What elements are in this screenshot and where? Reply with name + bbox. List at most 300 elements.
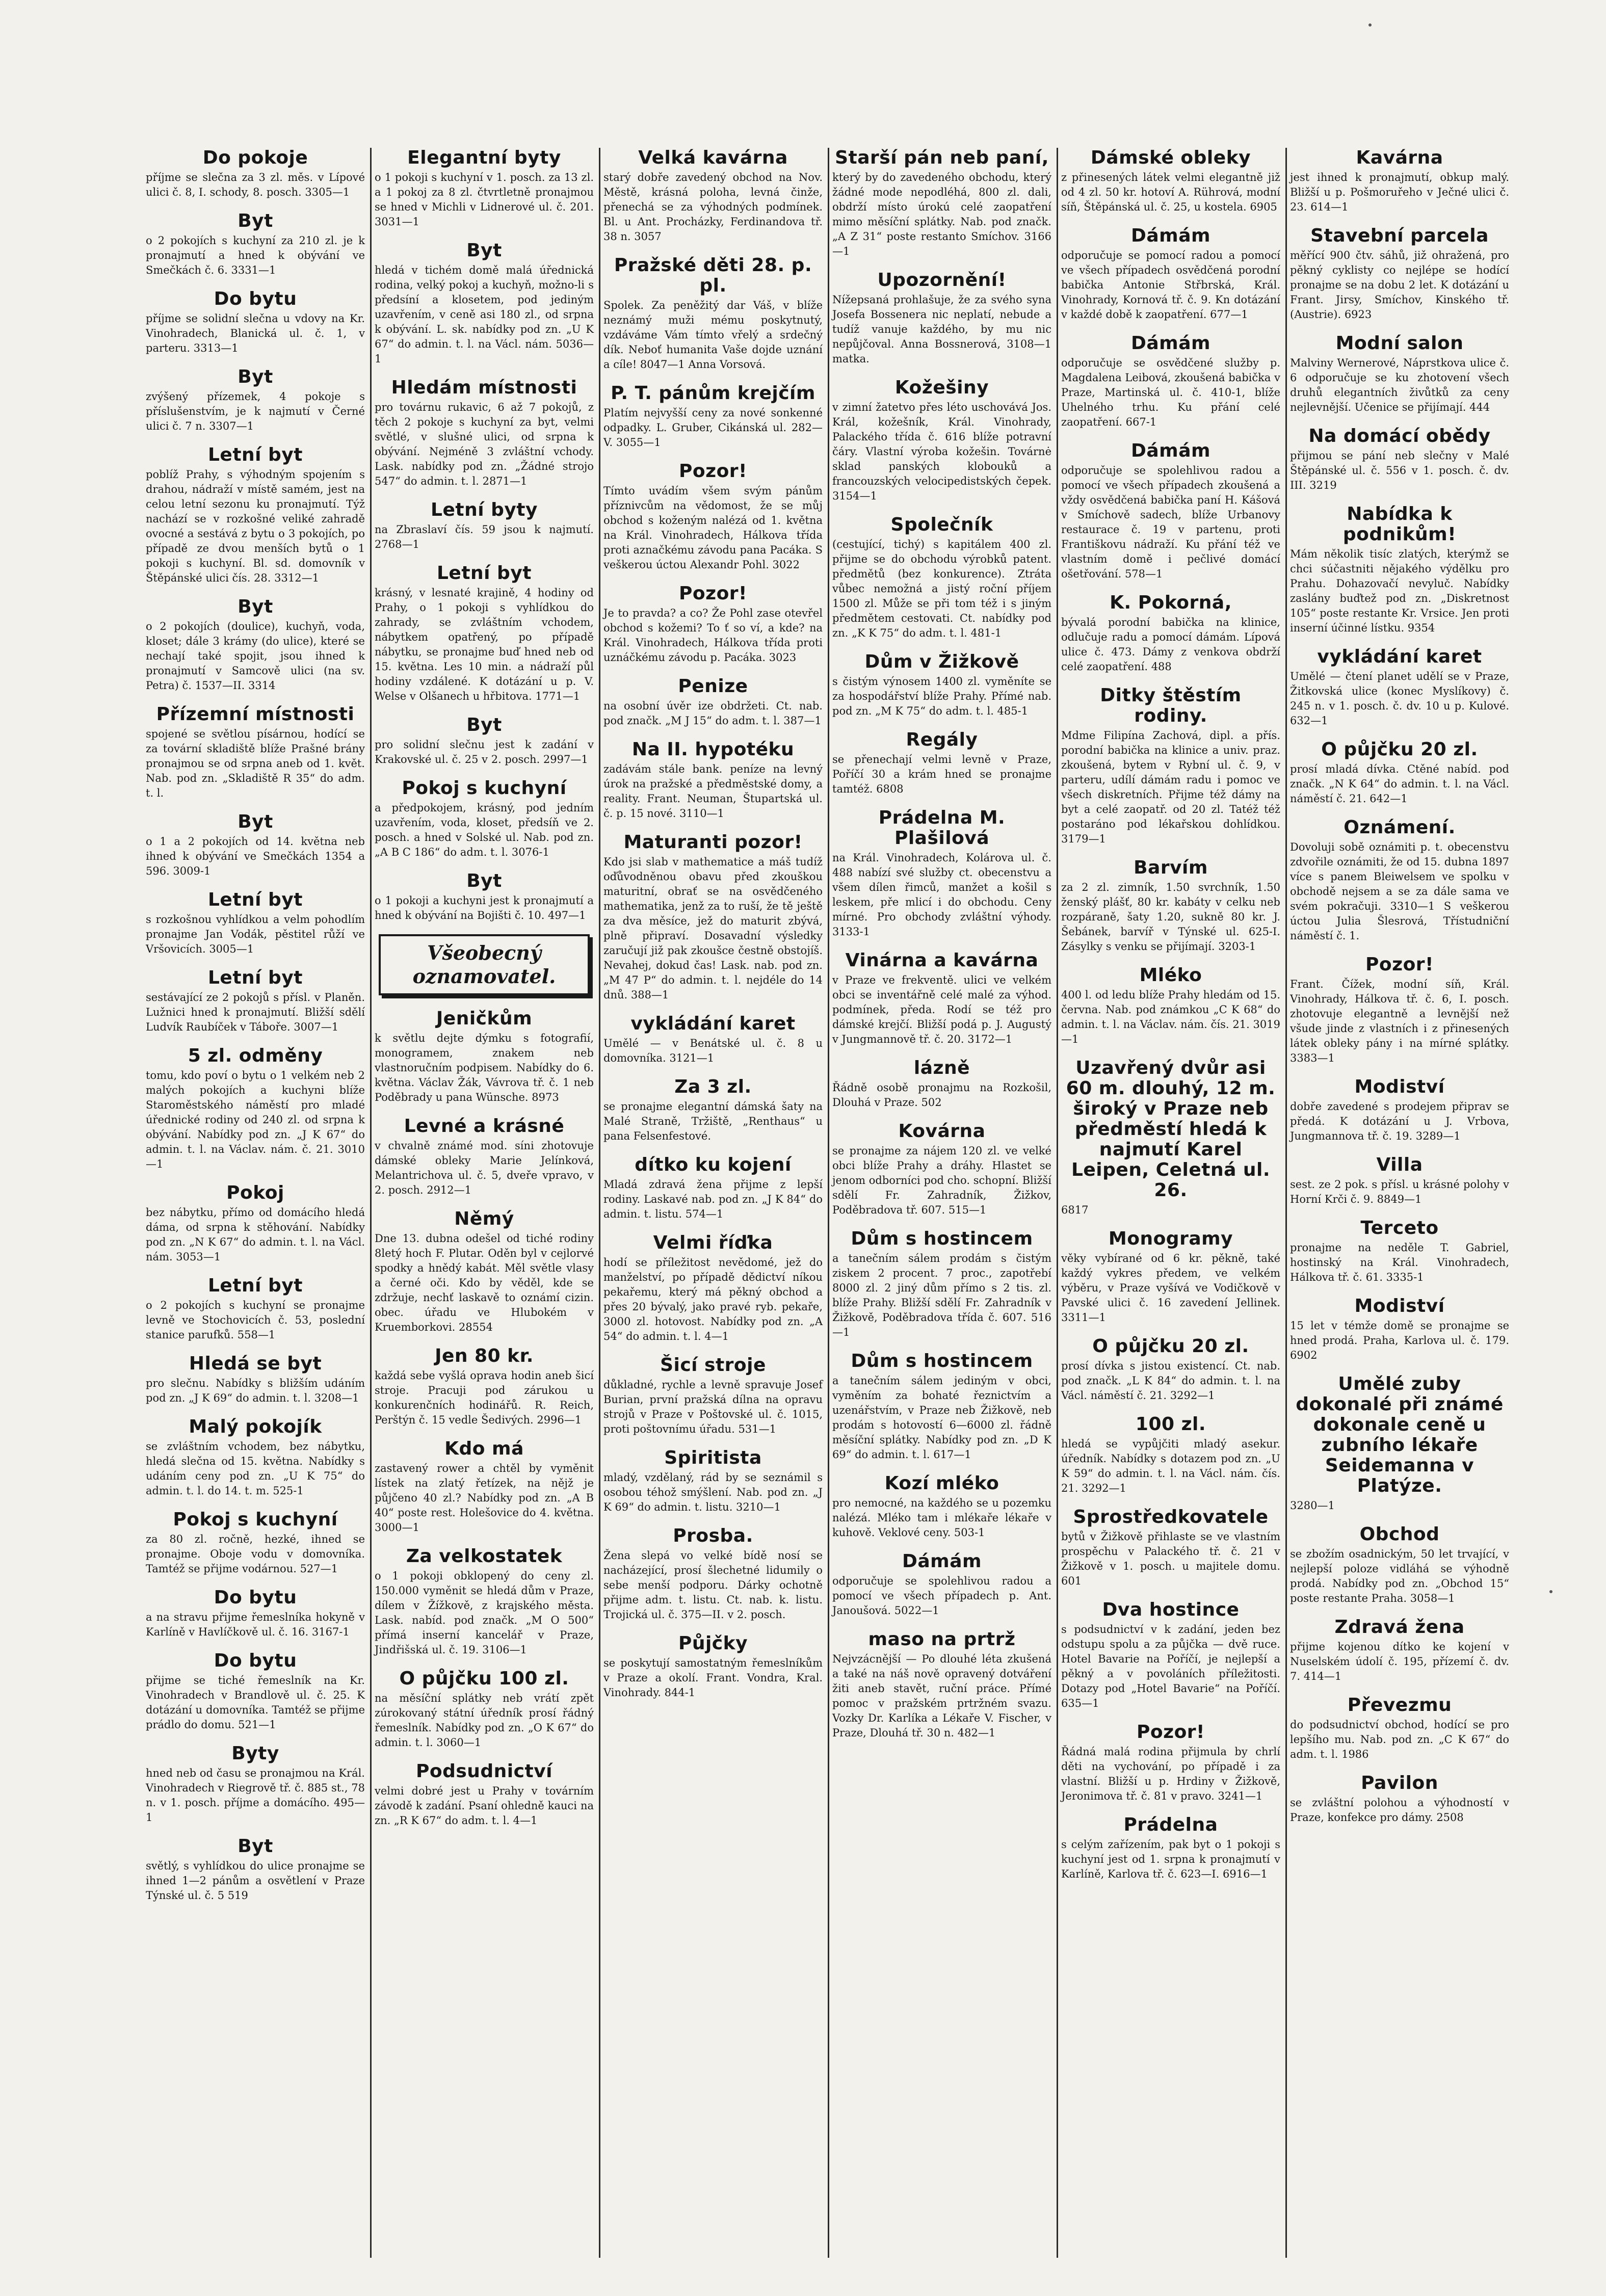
ad-title: Penize — [678, 676, 748, 697]
classified-ad — [1290, 817, 1509, 943]
ad-title: 5 zl. odměny — [188, 1045, 323, 1066]
ad-title: O půjčku 20 zl. — [1321, 739, 1478, 760]
ad-text: za 2 zl. zimník, 1.50 svrchník, 1.50 ženský plášť, 80 kr. kabáty v celku neb rozpáraně, šaty 1.20, sukně 80 kr. J. Šebánek, barvíř v Týnské ul. 625-I. Zásylky s venku se přijímají. 3203-1 — [1061, 881, 1280, 953]
ad-text: s podsudnictví v k zadání, jeden bez odstupu spolu a za půjčka — dvě ruce. Hotel Bavarie na Poříčí, je nejlepší a pěkný a v povoláních příležitosti. Dotazy pod „Hotel Bavarie“ na Poříčí. 635—1 — [1061, 1623, 1280, 1709]
ad-title: Pokoj s kuchyní — [173, 1509, 338, 1530]
ad-title: Prádelna M. Plašilová — [878, 807, 1006, 849]
classified-ad — [146, 1276, 365, 1342]
classified-ad — [832, 270, 1051, 366]
ad-text: Spolek. Za peněžitý dar Váš, v blíže neznámý muži mému poskytnutý, vzdáváme Vám tímto vřelý a srdečný dík. Neboť humanita Vaše dojde uznání a cíle! 8047—1 Anna Vorsová. — [603, 299, 823, 371]
classified-ad — [1290, 955, 1509, 1066]
ad-text: se zbožím osadnickým, 50 let trvající, v nejlepší poloze vidláhá se výhodně prodá. Nabídky pod zn. „Obchod 15“ poste restante Praha. 3058—1 — [1290, 1548, 1509, 1604]
classified-ad — [146, 968, 365, 1035]
ad-title: vykládání karet — [630, 1013, 796, 1034]
ad-text: o 2 pokojích s kuchyní se pronajme levně ve Stochovicích č. 53, poslední stanice parufků. 558—1 — [146, 1299, 365, 1341]
ad-text: měřící 900 čtv. sáhů, již ohražená, pro pěkný cyklisty co nejlépe se hodící pronajme se na dobu 2 let. K dotázání u Frant. Jirsy, Smíchov, Kinského tř. (Austrie). 6923 — [1290, 249, 1509, 321]
ad-text: Řádně osobě pronajmu na Rozkošil, Dlouhá v Praze. 502 — [832, 1081, 1051, 1109]
ad-title: Oznámení. — [1344, 817, 1456, 838]
ad-title: Mléko — [1139, 965, 1202, 986]
ad-text: spojené se světlou písárnou, hodící se za tovární skladiště blíže Prašné brány pronajmou se od srpna aneb od 1. květ. Nab. pod zn. „Skladiště R 35“ do adm. t. l. — [146, 728, 365, 799]
classified-ad — [375, 1116, 594, 1198]
print-speck — [1368, 23, 1372, 27]
column-1 — [143, 148, 368, 2258]
ad-title: Dámám — [1131, 333, 1210, 354]
ad-text: pro nemocné, na každého se u pozemku nalézá. Mléko tam i mlékaře lékaře v kuhově. Veklové ceny. 503-1 — [832, 1497, 1051, 1539]
ad-title: Do bytu — [214, 288, 297, 309]
classified-ad — [603, 1014, 823, 1066]
ad-text: a předpokojem, krásný, pod jedním uzavřením, voda, kloset, předsíň ve 2. posch. a hned v Solské ul. Nab. pod zn. „A B C 186“ do adm. t. l. 3076-1 — [375, 802, 594, 858]
ad-text: pro slečnu. Nabídky s bližším udáním pod zn. „J K 69“ do admin. t. l. 3208—1 — [146, 1377, 365, 1404]
ad-title: Byt — [466, 715, 502, 735]
classified-ad — [1290, 1524, 1509, 1606]
ad-text: Platím nejvyšší ceny za nové sonkenné odpadky. L. Gruber, Cikánská ul. 282—V. 3055—1 — [603, 407, 823, 448]
ad-title: O půjčku 20 zl. — [1092, 1336, 1249, 1357]
ad-text: na Král. Vinohradech, Kolárova ul. č. 488 nabízí své služby ct. obecenstvu a všem dílen řimců, manžet a košil s leskem, pře mlicí i do obchodu. Ceny mírné. Pro obchody zvláštní výhody. 3133-1 — [832, 852, 1051, 938]
ad-title: Modiství — [1354, 1076, 1445, 1097]
ad-text: 6817 — [1061, 1204, 1089, 1216]
ad-text: zastavený rower a chtěl by vyměnit lístek na zlatý řetízek, na nějž je půjčeno 40 zl.? Nabídky pod zn. „A B 40“ poste rest. Holešovice do 4. května. 3000—1 — [375, 1462, 594, 1534]
ad-title: Hledá se byt — [189, 1353, 322, 1374]
classified-ad — [146, 1417, 365, 1498]
ad-title: Terceto — [1360, 1218, 1439, 1238]
ad-title: Vinárna a kavárna — [845, 950, 1039, 971]
classified-ad — [1290, 740, 1509, 806]
classified-ad — [1061, 1815, 1280, 1882]
ad-text: o 1 pokoji s kuchyní v 1. posch. za 13 zl. a 1 pokoj za 8 zl. čtvrtletně pronajmou se hned v Michli v Lidnerové ul. č. 201. 3031—1 — [375, 171, 594, 228]
ad-text: o 1 pokoji a kuchyni jest k pronajmutí a hned k obývání na Bojišti č. 10. 497—1 — [375, 894, 594, 921]
ad-text: každá sebe vyšlá oprava hodin aneb šicí stroje. Pracuji pod zárukou u konkurenčních hodinářů. R. Reich, Perštýn č. 15 vedle Šedivých. 2996—1 — [375, 1369, 594, 1426]
ad-text: se pronajme za nájem 120 zl. ve velké obci blíže Prahy a dráhy. Hlastet se jenom odborníci pod cho. schopní. Bližší sdělí Fr. Zahradník, Žižkov, Poděbradova tř. 607. 515—1 — [832, 1145, 1051, 1216]
ad-text: Umělé — v Benátské ul. č. 8 u domovníka. 3121—1 — [603, 1037, 823, 1064]
ad-text: se přenechají velmi levně v Praze, Poříčí 30 a krám hned se pronajme tamtéž. 6808 — [832, 753, 1051, 795]
classified-ad — [603, 1233, 823, 1344]
ad-text: s celým zařízením, pak byt o 1 pokoji s kuchyní jest od 1. srpna k pronajmutí v Karlíně, Karlova tř. č. 623—I. 6916—1 — [1061, 1838, 1280, 1880]
classified-ad — [375, 241, 594, 366]
ad-title: Půjčky — [678, 1633, 748, 1654]
ad-title: Byt — [238, 366, 273, 387]
ad-text: 400 l. od ledu blíže Prahy hledám od 15. června. Nab. pod známkou „C K 68“ do admin. t. l. na Václav. nám. čís. 21. 3019—1 — [1061, 989, 1280, 1045]
ad-text: odporučuje se spolehlivou radou a pomocí ve všech případech zkoušená a vždy osvědčená babička paní H. Kášová v Smíchově sadech, blíže Urbanovy restaurace č. 19 v partenu, proti Františkovu nádraží. Ku přání též ve vlastním domě i pečlivé domácí ošetřování. 578—1 — [1061, 464, 1280, 580]
classified-ad — [832, 1551, 1051, 1618]
ad-text: jest ihned k pronajmutí, obkup malý. Bližší u p. Pošmoruřeho v Ječné ulici č. 23. 614—1 — [1290, 171, 1509, 213]
ad-text: za 80 zl. ročně, hezké, ihned se pronajme. Oboje vodu v domovníka. Tamtéž se přijme vodárnou. 527—1 — [146, 1533, 365, 1575]
ad-title: Spiritista — [664, 1447, 762, 1468]
ad-text: z přinesených látek velmi elegantně již od 4 zl. 50 kr. hotoví A. Rührová, modní síň, Štěpánská ul. č. 25, u kostela. 6905 — [1061, 171, 1280, 213]
ad-text: příjme se solidní slečna u vdovy na Kr. Vinohradech, Blanická ul. č. 1, v parteru. 3313—1 — [146, 312, 365, 354]
column-4 — [829, 148, 1055, 2258]
ad-title: Pražské děti 28. p. pl. — [614, 255, 812, 296]
ad-text: o 1 pokoji obklopený do ceny zl. 150.000 vyměnit se hledá dům v Praze, dílem v Žížkově, z krajského města. Lask. nabíd. pod značk. „M O 500“ přímá inserní kancelář v Praze, Jindřišská ul. č. 19. 3106—1 — [375, 1570, 594, 1656]
ad-title: Upozornění! — [877, 270, 1007, 291]
classified-ad — [1061, 1336, 1280, 1403]
ad-text: Frant. Čížek, modní síň, Král. Vinohrady, Hálkova tř. č. 6, I. posch. zhotovuje elegantně a levnější než všude jinde z vlastních i z přinesených látek obleky pány i na mírné splátky. 3383—1 — [1290, 978, 1509, 1064]
ad-title: Dámské obleky — [1090, 148, 1251, 168]
ad-text: odporučuje se spolehlivou radou a pomocí ve všech případech p. Ant. Janoušová. 5022—1 — [832, 1575, 1051, 1617]
ad-title: Dámám — [1131, 225, 1210, 246]
classified-ad — [375, 871, 594, 923]
ad-title: Kožešiny — [894, 377, 989, 398]
classified-ad — [375, 778, 594, 860]
ad-title: Pokoj — [226, 1182, 284, 1203]
ad-title: Byt — [466, 870, 502, 891]
ad-title: Hledám místnosti — [391, 377, 577, 398]
ad-title: Starší pán neb paní, — [835, 148, 1049, 168]
ad-title: Velmi říďka — [653, 1232, 773, 1253]
ad-text: tomu, kdo poví o bytu o 1 velkém neb 2 malých pokojích a kuchyni blíže Staroměstského náměstí pro mladé úřednické rodiny od 240 zl. od srpna k obývání. Nabídky pod zn. „J K 67“ do admin. t. l. na Václav. nám. č. 21. 3010—1 — [146, 1069, 365, 1170]
classified-ad — [1290, 1296, 1509, 1363]
classified-ad — [146, 1046, 365, 1172]
ad-text: a na stravu přijme řemeslníka hokyně v Karlíně v Havlíčkově ul. č. 16. 3167-1 — [146, 1611, 365, 1638]
classified-ad — [375, 378, 594, 489]
classified-ad — [1061, 858, 1280, 954]
classified-ad — [1290, 1218, 1509, 1285]
ad-title: Na II. hypotéku — [631, 739, 795, 760]
ad-text: Dovoluji sobě oznámiti p. t. obecenstvu zdvořile oznámiti, že od 15. dubna 1897 více s panem Bleiwelsem ve spolku v obchodě nejsem a se za dále sama ve svém pokračuji. 3310—1 S veškerou úctou Julia Šlesrová, Třístudniční náměstí č. 1. — [1290, 841, 1509, 942]
ad-title: Prádelna — [1123, 1814, 1218, 1835]
ad-text: o 2 pokojích (doulice), kuchyň, voda, kloset; dále 3 krámy (do ulice), které se nechají také spojit, jsou ihned k pronajmutí v Samcově ulici (na sv. Petra) č. 1537—II. 3314 — [146, 620, 365, 692]
column-5 — [1058, 148, 1283, 2258]
ad-text: Nížepsaná prohlašuje, že za svého syna Josefa Bossenera nic neplatí, nebude a tudíž vanuje každého, by mu nic nepůjčoval. Anna Bossnerová, 3108—1 matka. — [832, 294, 1051, 365]
ad-title: P. T. pánům krejčím — [611, 383, 815, 404]
ad-text: příjme se slečna za 3 zl. měs. v Lípové ulici č. 8, I. schody, 8. posch. 3305—1 — [146, 171, 365, 198]
classified-ad — [1061, 1229, 1280, 1325]
ad-title: Na domácí obědy — [1308, 426, 1491, 446]
classified-ad — [375, 1761, 594, 1828]
column-6 — [1287, 148, 1512, 2258]
classified-ad — [603, 1155, 823, 1222]
ad-title: Malý pokojík — [189, 1416, 322, 1437]
ad-text: s rozkošnou vyhlídkou a velm pohodlím pronajme Jan Vodák, pěstitel růží ve Vršovicích. 3005—1 — [146, 913, 365, 955]
ad-title: Do bytu — [214, 1587, 297, 1608]
ad-text: dobře zavedené s prodejem připrav se předá. K dotázání u J. Vrbova, Jungmannova tř. č. 19. 3289—1 — [1290, 1100, 1509, 1142]
classified-ad — [603, 1526, 823, 1622]
classified-ad — [146, 211, 365, 278]
ad-title: Převezmu — [1347, 1695, 1452, 1716]
ad-text: přijmou se pání neb slečny v Malé Štěpánské ul. č. 556 v 1. posch. č. dv. III. 3219 — [1290, 450, 1509, 491]
classified-ad — [1061, 1600, 1280, 1711]
ad-text: o 2 pokojích s kuchyní za 210 zl. je k pronajmutí a hned k obývání ve Smečkách č. 6. 3331—1 — [146, 234, 365, 276]
ad-title: Byt — [238, 596, 273, 617]
classified-ad — [603, 584, 823, 665]
ad-text: Je to pravda? a co? Že Pohl zase otevřel obchod s kožemi? To ť so ví, a kde? na Král. Vinohradech, Hálkova třída proti uznáčkému závodu p. Pacáka. 3023 — [603, 607, 823, 664]
ad-title: Maturanti pozor! — [623, 832, 803, 853]
classified-ad — [375, 1346, 594, 1428]
ad-text: se zvláštním vchodem, bez nábytku, hledá slečna od 15. května. Nabídky s udáním ceny pod zn. „U K 75“ do admin. t. l. do 14. t. m. 525-1 — [146, 1440, 365, 1497]
ad-title: Za 3 zl. — [674, 1076, 752, 1097]
ad-title: Nabídka k podnikům! — [1342, 504, 1457, 545]
ad-text: Mladá zdravá žena přijme z lepší rodiny. Laskavé nab. pod zn. „J K 84“ do admin. t. listu. 574—1 — [603, 1178, 823, 1220]
ad-title: Letní byt — [207, 444, 303, 465]
ad-title: dítko ku kojení — [635, 1154, 792, 1175]
classified-ad — [832, 1229, 1051, 1340]
ad-title: Pozor! — [1137, 1722, 1205, 1743]
ad-title: Dům v Žižkově — [864, 651, 1019, 672]
ad-text: 3280—1 — [1290, 1499, 1335, 1512]
classified-ad — [832, 730, 1051, 797]
newspaper-page — [143, 148, 1514, 2258]
classified-ad — [1290, 647, 1509, 728]
ad-text: k světlu dejte dýmku s fotografií, monogramem, znakem neb vlastnoručním podpisem. Nabídky do 6. května. Václav Žák, Vávrova tř. č. 1 neb Poděbrady u pana Wünsche. 8973 — [375, 1032, 594, 1103]
classified-ad — [1290, 504, 1509, 636]
classified-ad — [375, 563, 594, 704]
ad-text: Umělé — čtení planet udělí se v Praze, Žitkovská ulice (konec Myslíkovy) č. 245 n. v 1. posch. č. dv. 10 u p. Kulové. 632—1 — [1290, 670, 1509, 727]
ad-title: Pozor! — [1365, 954, 1434, 975]
ad-text: na Zbraslaví čís. 59 jsou k najmutí. 2768—1 — [375, 523, 594, 550]
classified-ad — [832, 1058, 1051, 1110]
ad-title: Za velkostatek — [406, 1546, 563, 1567]
ad-title: Kovárna — [898, 1121, 986, 1142]
ad-text: v zimní žatetvo přes léto uschovává Jos. Král, kožešník, Král. Vinohrady, Palackého třída č. 616 blíže potravní čáry. Vlastní výroba kožešin. Továrnė sklad panských klobouků a francouzských velocipedistských čepek. 3154—1 — [832, 401, 1051, 502]
ad-title: Elegantní byty — [407, 148, 561, 168]
ad-text: pronajme na neděle T. Gabriel, hostinský na Král. Vinohradech, Hálkova tř. č. 61. 3335-1 — [1290, 1242, 1509, 1283]
ad-text: Tímto uvádím všem svým pánům příznivcům na vědomost, že se můj obchod s koženým nalézá od 1. května na Král. Vinohradech, Hálkova třída proti aznačkému závodu pana Pacáka. S veškerou úctou Alexandr Pohl. 3022 — [603, 485, 823, 571]
classified-ad — [603, 1077, 823, 1144]
ad-text: sest. ze 2 pok. s přísl. u krásné polohy v Horní Krči č. 9. 8849—1 — [1290, 1178, 1509, 1205]
print-speck — [1549, 1590, 1552, 1593]
classified-ad — [1290, 1077, 1509, 1144]
ad-title: lázně — [913, 1058, 970, 1078]
ad-title: Podsudnictví — [415, 1761, 553, 1782]
classified-ad — [375, 1546, 594, 1657]
ad-text: světlý, s vyhlídkou do ulice pronajme se ihned 1—2 pánům a osvětlení v Praze Týnské ul. č. 5 519 — [146, 1860, 365, 1902]
ad-text: s čistým výnosem 1400 zl. vyměníte se za hospodářství blíže Prahy. Přímé nab. pod zn. „M K 75“ do adm. t. l. 485-1 — [832, 675, 1051, 717]
ad-text: (cestující, tichý) s kapitálem 400 zl. přijme se do obchodu výrobků patent. předmětů (bez konkurence). Ztráta vůbec nemožná a jistý roční příjem 1500 zl. Může se při tom též i s jiným předmětem cestovati. Ct. nabídky pod zn. „K K 75“ do adm. t. l. 481-1 — [832, 538, 1051, 639]
ad-title: Jen 80 kr. — [435, 1345, 534, 1366]
classified-ad — [603, 1633, 823, 1700]
classified-ad — [1061, 1058, 1280, 1218]
ad-title: maso na prtrž — [868, 1629, 1016, 1650]
classified-ad — [1061, 226, 1280, 322]
classified-ad — [146, 812, 365, 879]
classified-ad — [832, 652, 1051, 719]
classified-ad — [832, 1351, 1051, 1462]
classified-ad — [375, 1009, 594, 1105]
ad-title: Monogramy — [1108, 1228, 1233, 1249]
ad-text: starý dobře zavedený obchod na Nov. Městě, krásná poloha, levná činže, přenechá se za výhodných podmínek. Bl. u Ant. Procházky, Ferdinandova tř. 38 n. 3057 — [603, 171, 823, 243]
ad-text: krásný, v lesnaté krajině, 4 hodiny od Prahy, o 1 pokoji s vyhlídkou do zahrady, se zvláštním vchodem, nábytkem opatřený, po případě nábytku, se pronajme buď hned neb od 15. května. Les 10 min. a nádraží půl hodiny vzdálené. K dotázání u p. V. Welse v Olšanech u hřbitova. 1771—1 — [375, 587, 594, 702]
ad-title: Dům s hostincem — [851, 1351, 1033, 1371]
ad-title: Byt — [238, 1836, 273, 1857]
ad-title: Jeničkům — [436, 1008, 533, 1029]
ad-text: sestávající ze 2 pokojů s přísl. v Planěn. Lužnici hned k pronajmutí. Bližší sdělí Ludvík Raubíček v Táboře. 3007—1 — [146, 991, 365, 1033]
ad-title: Prosba. — [673, 1525, 753, 1546]
ad-text: v chvalně známé mod. síni zhotovuje dámské obleky Marie Jelínková, Melantrichova ul. č. 5, dveře vpravo, v 2. posch. 2912—1 — [375, 1140, 594, 1196]
ad-text: pro solidní slečnu jest k zadání v Krakovské ul. č. 25 v 2. posch. 2997—1 — [375, 738, 594, 766]
classified-ad — [146, 1651, 365, 1732]
ad-text: se poskytují samostatným řemeslníkům v Praze a okolí. Frant. Vondra, Kral. Vinohrady. 844-1 — [603, 1657, 823, 1699]
ad-title: Umělé zuby dokonalé při známé dokonale ceně u zubního lékaře Seidemanna v Platýze. — [1296, 1374, 1504, 1496]
classified-ad — [146, 890, 365, 957]
ad-title: Byt — [238, 210, 273, 231]
classified-ad — [603, 461, 823, 572]
classified-ad — [832, 515, 1051, 641]
classified-ad — [603, 676, 823, 728]
classified-ad — [832, 808, 1051, 939]
ad-title: Modní salon — [1335, 333, 1464, 354]
classified-ad — [146, 1836, 365, 1903]
classified-ad — [146, 367, 365, 434]
classified-ad — [603, 148, 823, 244]
ad-text: na osobní úvěr ize obdržeti. Ct. nab. pod značk. „M J 15“ do adm. t. l. 387—1 — [603, 700, 823, 727]
classified-ad — [1061, 685, 1280, 847]
ad-text: prosí mladá dívka. Ctěné nabíd. pod značk. „N K 64“ do admin. t. l. na Václ. náměstí č. 21. 642—1 — [1290, 763, 1509, 805]
ad-title: Modiství — [1354, 1296, 1445, 1316]
ad-text: Nejvzácnější — Po dlouhé léta zkušená a také na náš nově opravený dotváření žiti aneb stavět, ruční práce. Přímé pomoc v pražském prtržném svazu. Vozky Dr. Karlíka a Lékaře V. Fischer, v Praze, Dlouhá tř. 30 n. 482—1 — [832, 1653, 1051, 1739]
ad-text: mladý, vzdělaný, rád by se seznámil s osobou téhož smýšlení. Nab. pod zn. „J K 69“ do admin. t. listu. 3210—1 — [603, 1471, 823, 1513]
classified-ad — [1290, 1773, 1509, 1825]
classified-ad — [146, 1588, 365, 1640]
ad-title: Šicí stroje — [660, 1355, 766, 1376]
classified-ad — [375, 148, 594, 229]
classified-ad — [375, 1439, 594, 1535]
ad-title: Obchod — [1359, 1524, 1440, 1545]
ad-title: Velká kavárna — [638, 148, 788, 168]
ad-title: Dámám — [902, 1551, 982, 1572]
ad-title: Kavárna — [1356, 148, 1443, 168]
classified-ad — [375, 715, 594, 767]
ad-text: 15 let v témže domě se pronajme se hned prodá. Praha, Karlova ul. č. 179. 6902 — [1290, 1319, 1509, 1361]
ad-title: Společník — [890, 514, 993, 535]
ad-text: se pronajme elegantní dámská šaty na Malé Straně, Tržiště, „Renthaus“ u pana Felsenfestové. — [603, 1100, 823, 1142]
classified-ad — [375, 1209, 594, 1335]
ad-title: Stavební parcela — [1310, 225, 1489, 246]
ad-text: o 1 a 2 pokojích od 14. května neb ihned k obývání ve Smečkách 1354 a 596. 3009-1 — [146, 835, 365, 877]
ad-text: zadávám stále bank. peníze na levný úrok na pražské a předměstské domy, a reality. Frant. Neuman, Štupartská ul. č. p. 15 nové. 3110—1 — [603, 763, 823, 820]
section-heading-box: Všeobecný oznamovatel. — [379, 934, 590, 995]
ad-text: velmi dobré jest u Prahy v továrním závodě k zadání. Psaní ohledně kauci na zn. „R K 67“ do adm. t. l. 4—1 — [375, 1785, 594, 1827]
ad-title: Letní byty — [431, 499, 538, 520]
ad-text: přijme kojenou dítko ke kojení v Nuselském údolí č. 195, přízemí č. dv. 7. 414—1 — [1290, 1641, 1509, 1682]
ad-title: Pokoj s kuchyní — [402, 778, 567, 799]
classified-ad — [832, 951, 1051, 1047]
classified-ad — [832, 1629, 1051, 1740]
classified-ad — [603, 1448, 823, 1515]
ad-title: Byty — [231, 1743, 279, 1764]
classified-ad — [603, 255, 823, 372]
classified-ad — [603, 832, 823, 1002]
ad-title: Pozor! — [679, 461, 747, 482]
ad-text: odporučuje se pomocí radou a pomocí ve všech případech osvědčená porodní babička Antonie Střbrská, Král. Vinohrady, Kornová tř. č. 9. Kn dotázání v každé době k zaopatření. 677—1 — [1061, 249, 1280, 321]
classified-ad — [1290, 148, 1509, 215]
ad-title: Sprostředkovatele — [1073, 1507, 1269, 1527]
classified-ad — [1061, 593, 1280, 674]
ad-text: v Praze ve frekventě. ulici ve velkém obci se inventářně celé malé za výhod. podmínek, předa. Rodí se též pro dámské krejčí. Bližší podá p. J. Augustý v Jungmannově tř. č. 20. 3172—1 — [832, 974, 1051, 1045]
classified-ad — [1061, 1722, 1280, 1804]
classified-ad — [146, 1510, 365, 1576]
ad-title: Dámám — [1131, 440, 1210, 461]
classified-ad — [146, 597, 365, 693]
ad-title: Do bytu — [214, 1650, 297, 1671]
ad-title: Regály — [906, 729, 978, 750]
ad-text: důkladné, rychle a levně spravuje Josef Burian, první pražská dílna na opravu strojů v Praze v Poštovské ul. č. 1015, proti poštovnímu úřadu. 531—1 — [603, 1379, 823, 1435]
ad-title: Villa — [1376, 1154, 1423, 1175]
ad-title: Letní byt — [436, 563, 532, 584]
ad-title: Barvím — [1134, 857, 1208, 878]
column-2 — [372, 148, 597, 2258]
ad-title: Pavilon — [1361, 1773, 1438, 1793]
classified-ad — [146, 1744, 365, 1825]
classified-ad — [375, 500, 594, 552]
ad-text: Malviny Wernerové, Náprstkova ulice č. 6 odporučuje se ku zhotovení všech druhů elegantních živůtků za ceny nejlevnější. Učenice se přijímají. 444 — [1290, 357, 1509, 413]
column-3 — [600, 148, 826, 2258]
classified-ad — [832, 1121, 1051, 1218]
ad-text: věky vybírané od 6 kr. pěkně, také každý vykres předem, ve velkém výběru, v Praze vyšívá ve Vodičkově v Pavské ulici č. 16 zavedení Jellinek. 3311—1 — [1061, 1252, 1280, 1324]
ad-text: hledá v tichém domě malá úřednická rodina, velký pokoj a kuchyň, možno-li s předsíní a klosetem, pod jediným uzavřením, v ceně asi 180 zl., od srpna k obývání. L. sk. nabídky pod zn. „U K 67“ do admin. t. l. na Václ. nám. 5036—1 — [375, 264, 594, 365]
ad-text: přijme se tiché řemeslník na Kr. Vinohradech v Brandlově ul. č. 25. K dotázání u domovníka. Tamtéž se přijme prádlo do domu. 521—1 — [146, 1674, 365, 1731]
classified-ad — [1061, 333, 1280, 430]
classified-ad — [1061, 1507, 1280, 1589]
ad-title: O půjčku 100 zl. — [399, 1668, 569, 1689]
ad-title: Kdo má — [444, 1438, 524, 1459]
classified-ad — [603, 1355, 823, 1437]
ad-title: Letní byt — [207, 889, 303, 910]
ad-title: Letní byt — [207, 1275, 303, 1296]
classified-ad — [146, 1354, 365, 1406]
ad-title: Dva hostince — [1102, 1599, 1240, 1620]
ad-text: se zvláštní polohou a výhodností v Praze, konfekce pro dámy. 2508 — [1290, 1797, 1509, 1824]
ad-title: Uzavřený dvůr asi 60 m. dlouhý, 12 m. široký v Praze neb předměstí hledá k najmutí Karel Leipen, Celetná ul. 26. — [1066, 1058, 1276, 1201]
classified-ad — [146, 445, 365, 586]
classified-ad — [1061, 965, 1280, 1047]
ad-title: K. Pokorná, — [1110, 592, 1232, 613]
classified-ad — [832, 1473, 1051, 1540]
ad-title: Kozí mléko — [884, 1473, 999, 1494]
classified-ad — [375, 1669, 594, 1750]
ad-text: prosí dívka s jistou existencí. Ct. nab. pod značk. „L K 84“ do admin. t. l. na Václ. náměstí č. 21. 3292—1 — [1061, 1360, 1280, 1402]
ad-text: bytů v Žižkově přihlaste se ve vlastním prospěchu v Palackého tř. č. 21 v Žižkově v 1. posch. u majitele domu. 601 — [1061, 1530, 1280, 1587]
classified-ad — [1290, 1617, 1509, 1684]
ad-text: bývalá porodní babička na klinice, odlučuje radu a pomocí dámám. Lípová ulice č. 473. Dámy z venkova obdrží celé zaopatření. 488 — [1061, 616, 1280, 673]
ad-text: který by do zavedeného obchodu, který žádné mode nepodléhá, 800 zl. dali, obdrží místo úrokú celé zaopatření mimo měsíční splátky. Nab. pod značk. „A Z 31“ poste restanto Smíchov. 3166—1 — [832, 171, 1051, 257]
classified-ad — [1290, 1155, 1509, 1207]
ad-title: Do pokoje — [202, 148, 308, 168]
ad-title: Letní byt — [207, 967, 303, 988]
ad-text: zvýšený přízemek, 4 pokoje s příslušenstvím, je k najmutí v Černé ulici č. 7 n. 3307—1 — [146, 390, 365, 432]
ad-title: Zdravá žena — [1334, 1617, 1465, 1638]
ad-title: vykládání karet — [1317, 646, 1482, 667]
classified-ad — [146, 148, 365, 200]
ad-title: Byt — [466, 240, 502, 261]
ad-title: Dům s hostincem — [851, 1228, 1033, 1249]
classified-ad — [603, 383, 823, 450]
classified-ad — [832, 378, 1051, 504]
ad-title: Němý — [454, 1208, 514, 1229]
classified-ad — [603, 740, 823, 821]
ad-text: pro továrnu rukavic, 6 až 7 pokojů, z těch 2 pokoje s kuchyní za byt, velmi světlé, v slušné ulici, od srpna k obývání. Nejméně 3 zvláštní vchody. Lask. nabídky pod zn. „Žádné strojo 547“ do admin. t. l. 2871—1 — [375, 401, 594, 487]
ad-title: Levné a krásné — [404, 1116, 565, 1137]
ad-text: odporučuje se osvědčené služby p. Magdalena Leibová, zkoušená babička v Praze, Martinská ul. č. 410-1, blíže Uhelného trhu. Ku přání celé zaopatření. 667-1 — [1061, 357, 1280, 428]
ad-text: hned neb od času se pronajmou na Král. Vinohradech v Riegrově tř. č. 885 st., 78 n. v 1. posch. příjme a domácího. 495—1 — [146, 1767, 365, 1824]
ad-text: Mám několik tisíc zlatých, kterýmž se chci súčastniti nějakého výdělku pro Prahu. Dohazovačí nevyluč. Nabídky zaslány buďtež pod zn. „Diskretnost 105“ poste restante Kr. Vrsice. Jen proti inserní účinné lístku. 9354 — [1290, 548, 1509, 634]
ad-title: Pozor! — [679, 583, 747, 604]
classified-ad — [1061, 148, 1280, 215]
classified-ad — [146, 704, 365, 801]
ad-text: Kdo jsi slab v mathematice a máš tudíž oďůvodněnou obavu před zkouškou maturitní, obrať se na osvědčeného mathematika, jenž za to ruší, že tě ještě za dva měsíce, jež do maturit zbývá, plně připraví. Dosavadní výsledky zaručují již pak zkoušce čestně obstojíš. Nevahej, dokud čas! Lask. nab. pod zn. „M 47 P“ do admin. t. l. nejdéle do 14 dnů. 388—1 — [603, 856, 823, 1001]
classified-ad — [146, 1183, 365, 1264]
classified-ad — [1061, 1414, 1280, 1496]
ad-text: hodí se příležitost nevědomé, jež do manželství, po případě dědictví níkou pekařemu, který má pěkný obchod a přes 20 bývalý, jako pravé ryb. pekaře, 3000 zl. hotovost. Nabídky pod zn. „A 54“ do admin. t. l. 4—1 — [603, 1256, 823, 1342]
ad-text: Žena slepá vo velké bídě nosí se nacházející, prosí šlechetné lidumily o sebe menší podporu. Dárky ochotně přijme adm. t. listu. Ct. nab. k. listu. Trojická ul. č. 375—II. v 2. posch. — [603, 1549, 823, 1621]
ad-text: Dne 13. dubna odešel od tiché rodiny 8letý hoch F. Plutar. Oděn byl v cejlorvé spodky a hnědý kabát. Měl světle vlasy a černé oči. Kdo by věděl, kde se zdržuje, nechť laskavě to oznámí cizin. obec. úřadu ve Hlubokém v Kruemborkovi. 28554 — [375, 1232, 594, 1333]
classified-ad — [1290, 426, 1509, 493]
ad-title: Byt — [238, 811, 273, 832]
ad-title: Přízemní místnosti — [156, 704, 355, 725]
classified-ad — [1290, 226, 1509, 322]
ad-text: Mdme Filipína Zachová, dipl. a přís. porodní babička na klinice a univ. praz. zkoušená, bytem v Rybní ul. č. 9, v parteru, udílí dámám radu i pomoc ve všech diskretních. Přijme též dámy na byt a celé zaopatř. od 20 zl. Tatéž též postaráno pod lékařskou dohlídkou. 3179—1 — [1061, 729, 1280, 845]
classified-ad — [1290, 1695, 1509, 1762]
classified-ad — [146, 289, 365, 356]
classified-ad — [832, 148, 1051, 259]
